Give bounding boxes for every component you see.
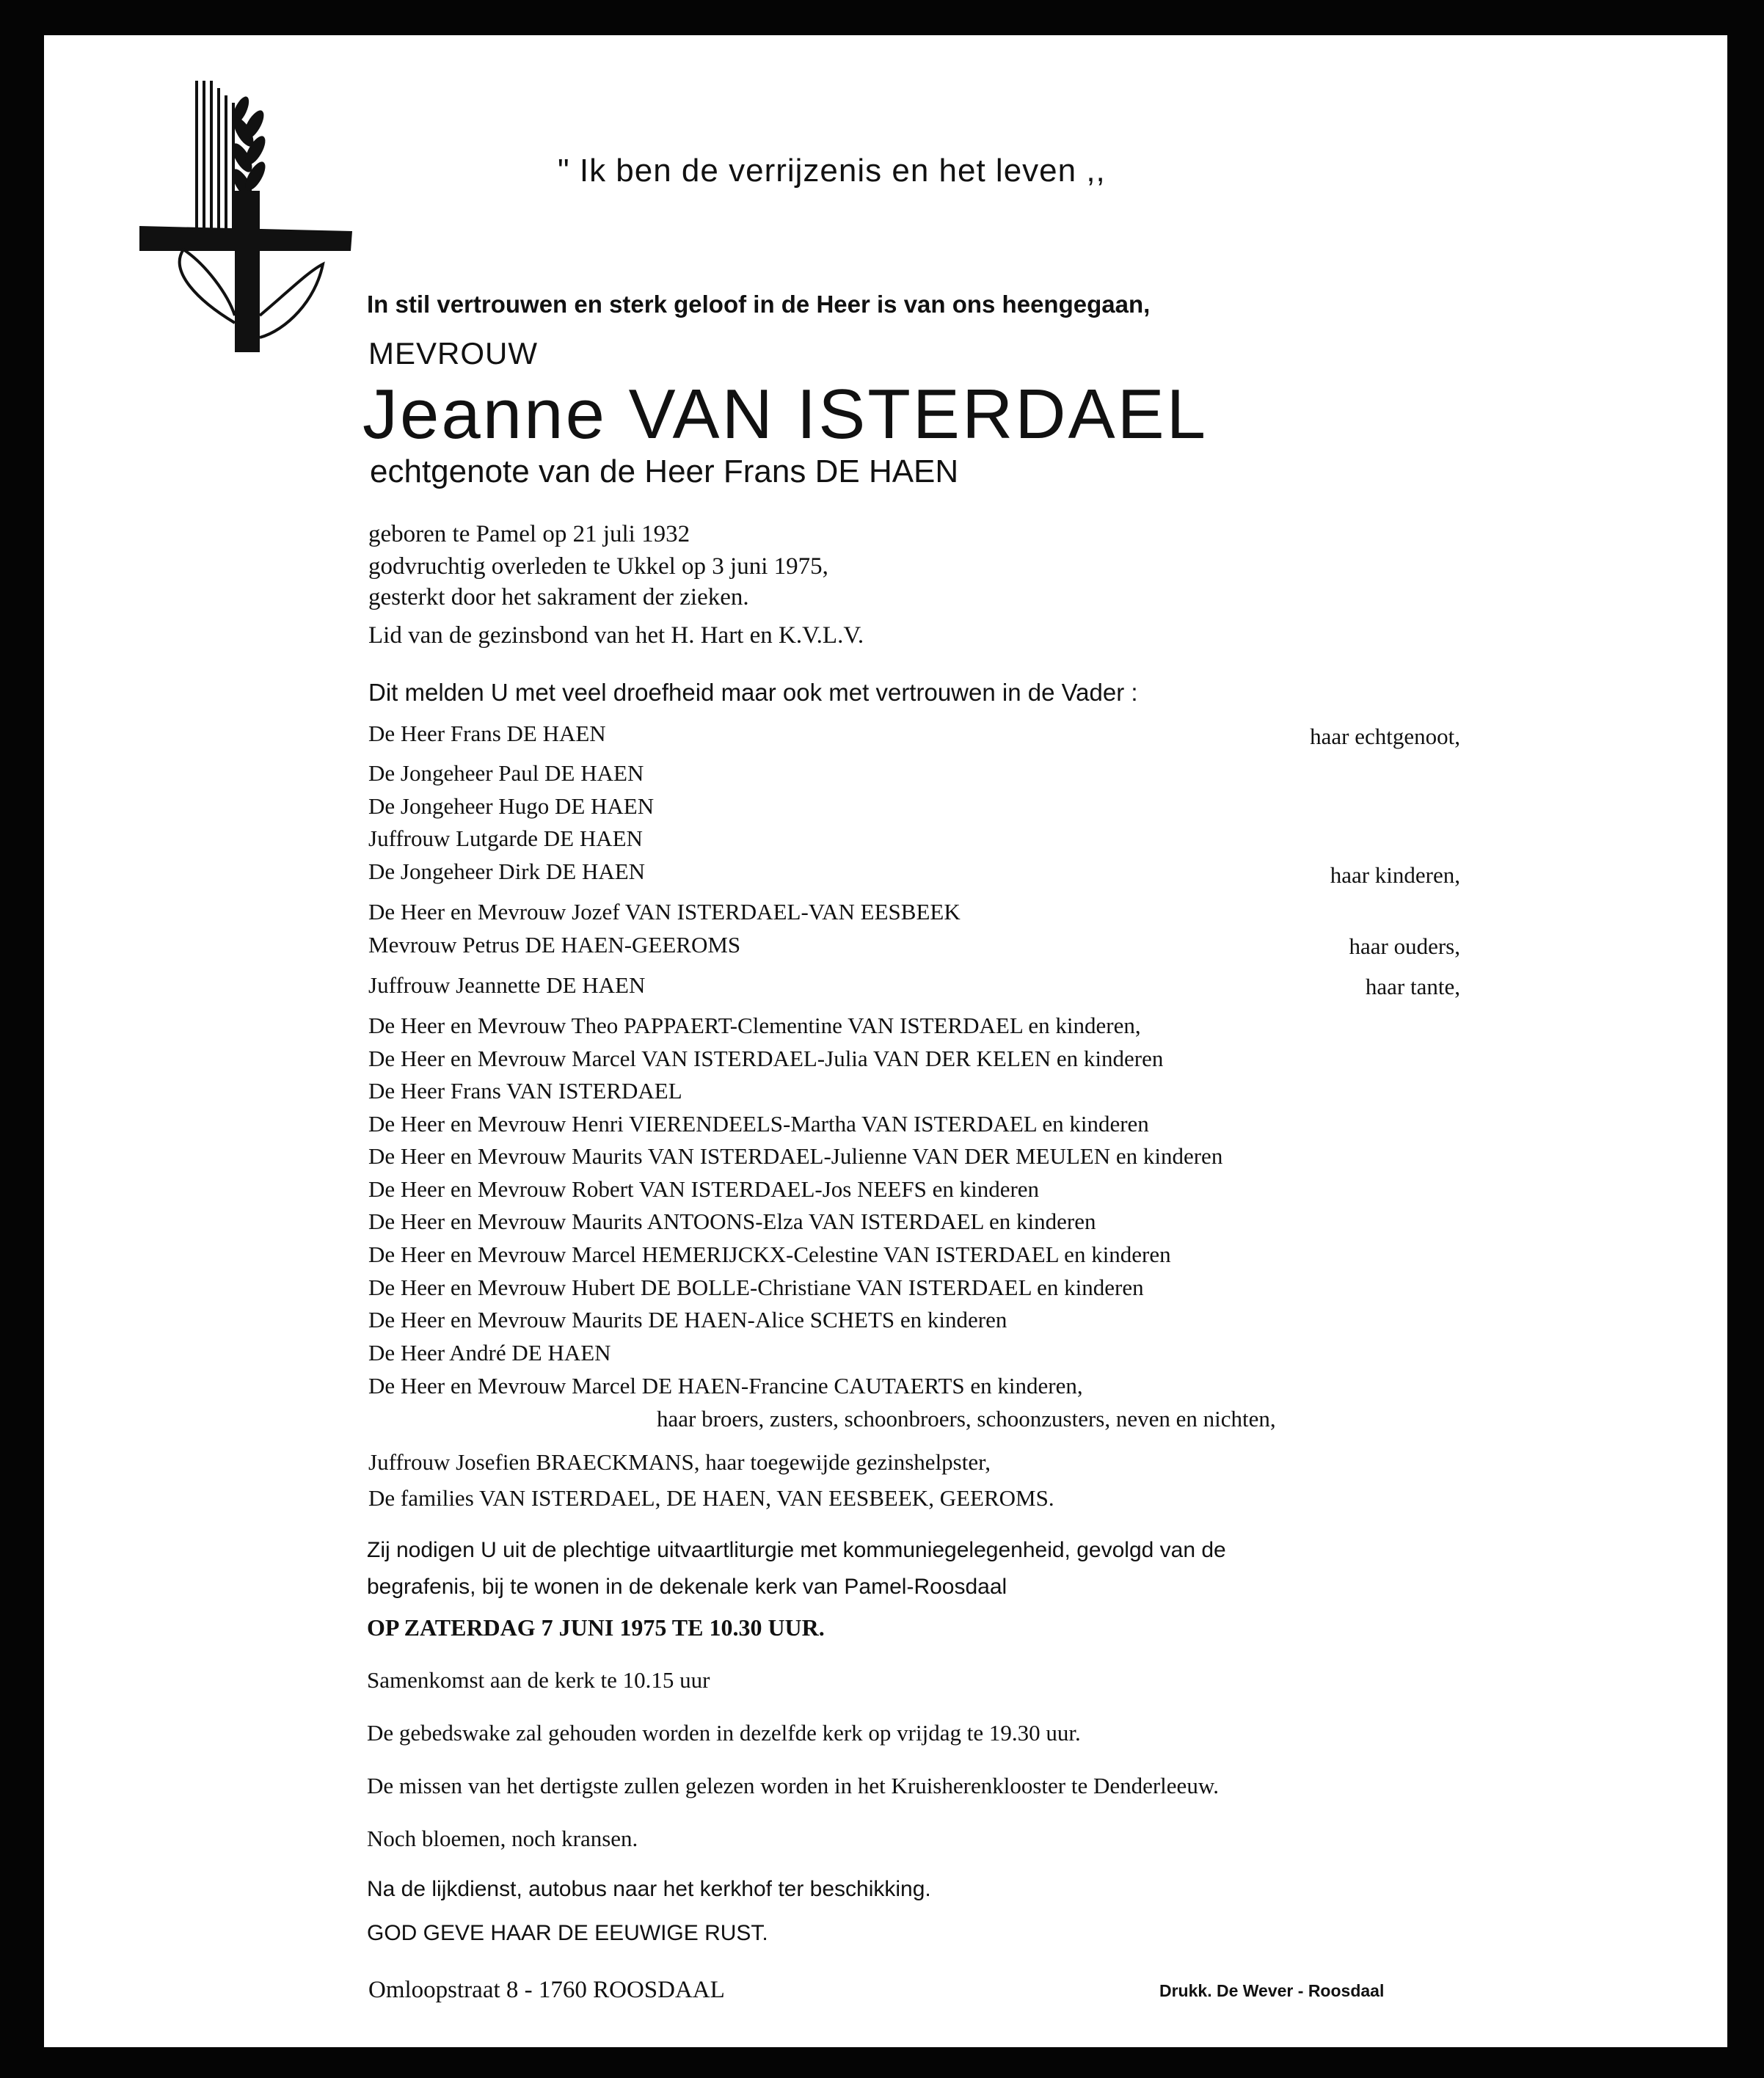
family-line: De Jongeheer Paul DE HAEN bbox=[368, 760, 644, 786]
invitation-line: Zij nodigen U uit de plechtige uitvaartliturgie met kommuniegelegenheid, gevolgd van de bbox=[367, 1538, 1226, 1562]
funeral-date: OP ZATERDAG 7 JUNI 1975 TE 10.30 UUR. bbox=[367, 1614, 825, 1641]
flowers-line: Noch bloemen, noch kransen. bbox=[367, 1826, 638, 1851]
family-line: De Heer en Mevrouw Maurits DE HAEN-Alice SCHETS en kinderen bbox=[368, 1307, 1007, 1333]
announcement: Dit melden U met veel droefheid maar ook met vertrouwen in de Vader : bbox=[368, 679, 1138, 706]
vigil-line: De gebedswake zal gehouden worden in dezelfde kerk op vrijdag te 19.30 uur. bbox=[367, 1720, 1081, 1746]
family-line: De Heer en Mevrouw Theo PAPPAERT-Clementine VAN ISTERDAEL en kinderen, bbox=[368, 1013, 1141, 1038]
family-line: De Heer en Mevrouw Maurits VAN ISTERDAEL-Julienne VAN DER MEULEN en kinderen bbox=[368, 1143, 1223, 1169]
printer-credit: Drukk. De Wever - Roosdaal bbox=[1159, 1981, 1385, 2000]
membership-line: Lid van de gezinsbond van het H. Hart en K.V.L.V. bbox=[368, 622, 864, 649]
family-line: De Heer en Mevrouw Robert VAN ISTERDAEL-Jos NEEFS en kinderen bbox=[368, 1176, 1040, 1202]
spouse-line: echtgenote van de Heer Frans DE HAEN bbox=[370, 453, 959, 489]
families-line: De families VAN ISTERDAEL, DE HAEN, VAN EESBEEK, GEEROMS. bbox=[368, 1485, 1054, 1511]
invitation-line: begrafenis, bij te wonen in de dekenale kerk van Pamel-Roosdaal bbox=[367, 1575, 1007, 1599]
role-aunt: haar tante, bbox=[1365, 974, 1460, 999]
family-line: De Heer en Mevrouw Jozef VAN ISTERDAEL-VAN EESBEEK bbox=[368, 899, 961, 925]
family-line: Juffrouw Lutgarde DE HAEN bbox=[368, 825, 643, 851]
role-husband: haar echtgenoot, bbox=[1310, 723, 1460, 749]
gathering-line: Samenkomst aan de kerk te 10.15 uur bbox=[367, 1667, 710, 1693]
blessing-line: GOD GEVE HAAR DE EEUWIGE RUST. bbox=[367, 1921, 768, 1945]
family-line: De Heer en Mevrouw Marcel DE HAEN-Francine CAUTAERTS en kinderen, bbox=[368, 1373, 1083, 1399]
sacrament-line: gesterkt door het sakrament der zieken. bbox=[368, 584, 749, 610]
role-parents: haar ouders, bbox=[1349, 933, 1460, 959]
family-line: De Heer André DE HAEN bbox=[368, 1340, 611, 1366]
role-siblings: haar broers, zusters, schoonbroers, schoonzusters, neven en nichten, bbox=[657, 1406, 1276, 1432]
honorific: MEVROUW bbox=[368, 336, 538, 371]
family-line: De Heer Frans DE HAEN bbox=[368, 721, 606, 746]
deceased-name: Jeanne VAN ISTERDAEL bbox=[362, 375, 1209, 453]
family-line: De Heer en Mevrouw Marcel VAN ISTERDAEL-Julia VAN DER KELEN en kinderen bbox=[368, 1046, 1164, 1071]
family-line: De Heer en Mevrouw Marcel HEMERIJCKX-Celestine VAN ISTERDAEL en kinderen bbox=[368, 1242, 1171, 1267]
family-line: De Jongeheer Hugo DE HAEN bbox=[368, 793, 655, 819]
helper-line: Juffrouw Josefien BRAECKMANS, haar toegewijde gezinshelpster, bbox=[368, 1449, 991, 1475]
birth-line: geboren te Pamel op 21 juli 1932 bbox=[368, 521, 690, 547]
role-children: haar kinderen, bbox=[1330, 862, 1460, 888]
scripture-quote: " Ik ben de verrijzenis en het leven ,, bbox=[558, 153, 1106, 189]
bus-line: Na de lijkdienst, autobus naar het kerkhof ter beschikking. bbox=[367, 1877, 931, 1901]
family-line: Mevrouw Petrus DE HAEN-GEEROMS bbox=[368, 932, 741, 958]
family-line: De Heer Frans VAN ISTERDAEL bbox=[368, 1078, 682, 1104]
family-line: De Heer en Mevrouw Maurits ANTOONS-Elza VAN ISTERDAEL en kinderen bbox=[368, 1208, 1096, 1234]
masses-line: De missen van het dertigste zullen gelezen worden in het Kruisherenklooster te Denderleeuw. bbox=[367, 1773, 1219, 1798]
family-line: Juffrouw Jeannette DE HAEN bbox=[368, 972, 646, 998]
intro-text: In stil vertrouwen en sterk geloof in de Heer is van ons heengegaan, bbox=[367, 291, 1151, 318]
family-line: De Heer en Mevrouw Henri VIERENDEELS-Martha VAN ISTERDAEL en kinderen bbox=[368, 1111, 1149, 1137]
death-line: godvruchtig overleden te Ukkel op 3 juni 1975, bbox=[368, 553, 828, 580]
address: Omloopstraat 8 - 1760 ROOSDAAL bbox=[368, 1977, 725, 2003]
family-line: De Jongeheer Dirk DE HAEN bbox=[368, 858, 646, 884]
family-line: De Heer en Mevrouw Hubert DE BOLLE-Christiane VAN ISTERDAEL en kinderen bbox=[368, 1275, 1144, 1300]
cross-wheat-emblem bbox=[139, 81, 360, 352]
